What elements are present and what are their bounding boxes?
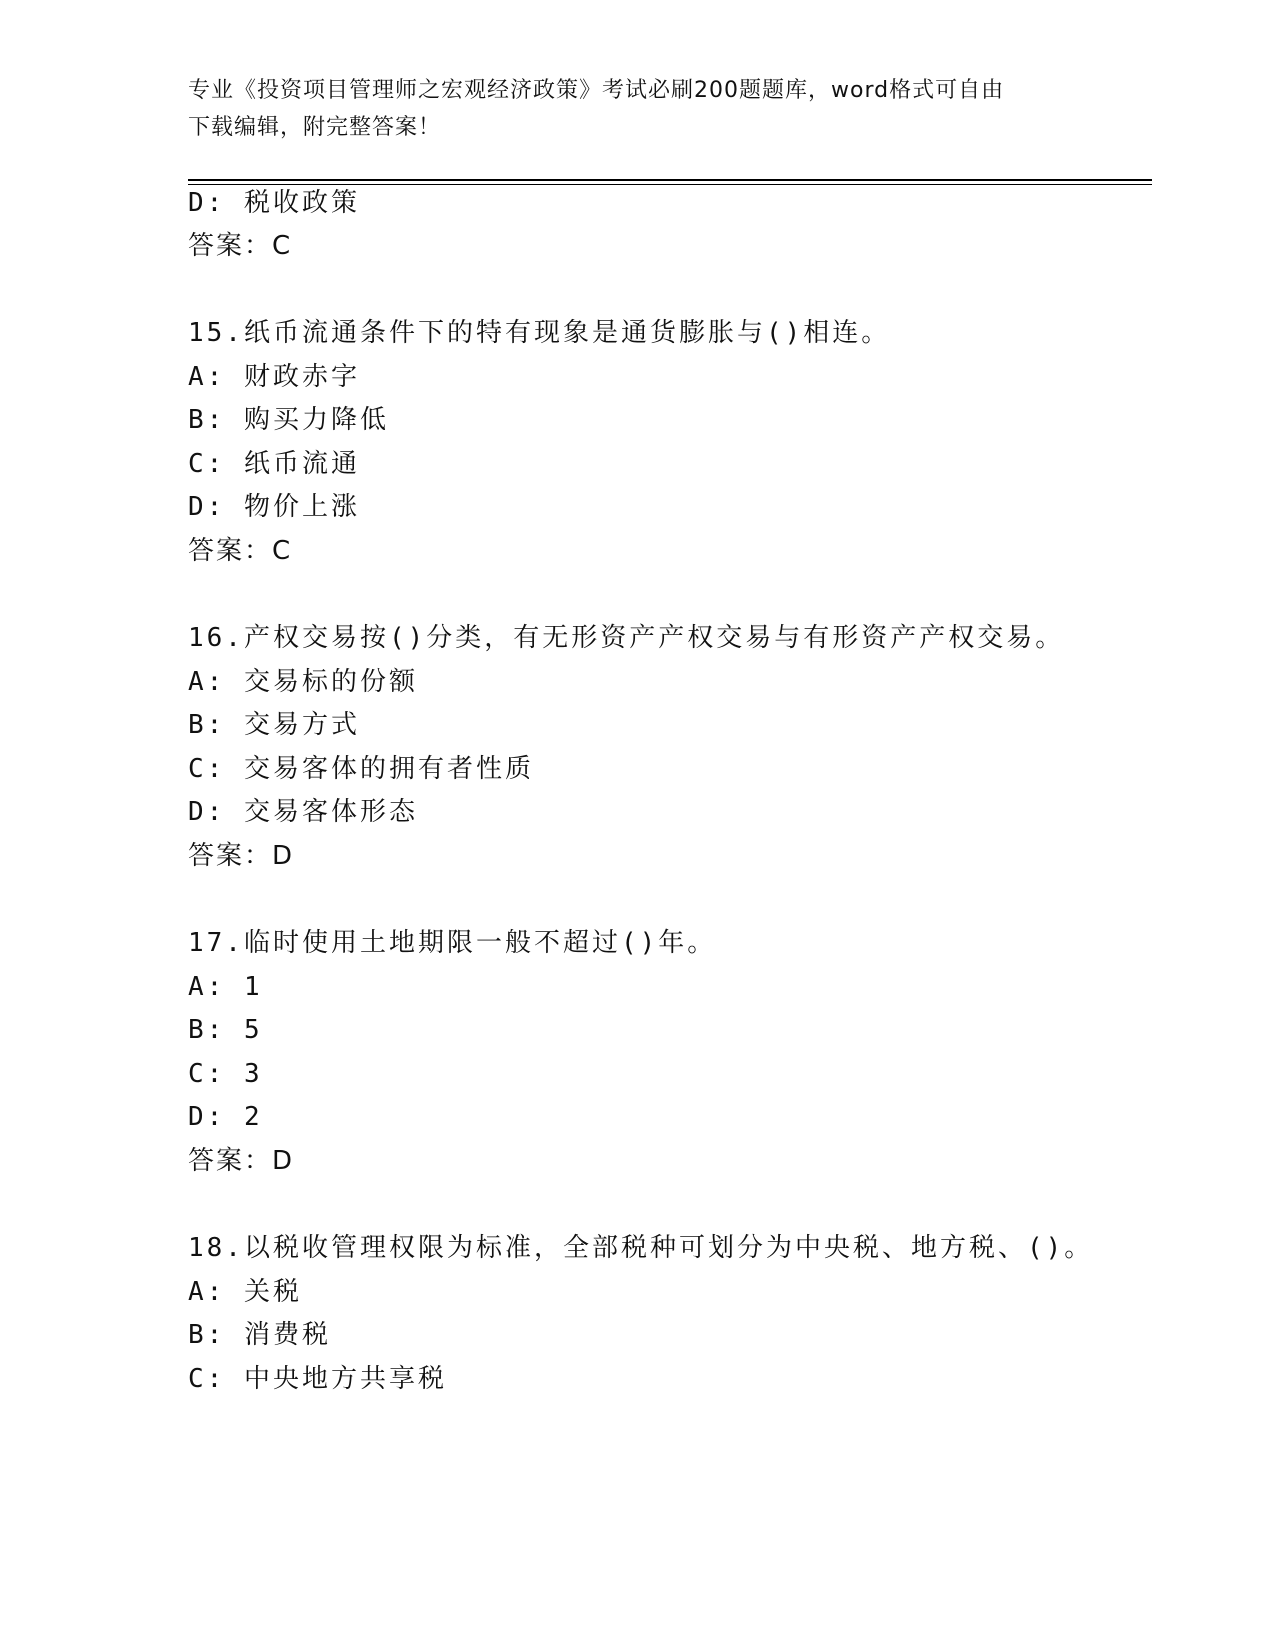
prev-option-d: D: 税收政策 — [188, 188, 360, 218]
document-header — [188, 72, 1088, 146]
question-17-stem: 17.临时使用土地期限一般不超过()年。 — [188, 928, 717, 958]
question-16-option-a: A: 交易标的份额 — [188, 667, 418, 697]
question-18-option-a: A: 关税 — [188, 1277, 302, 1307]
question-17-answer: 答案：D — [188, 1146, 295, 1176]
question-16-answer: 答案：D — [188, 841, 295, 871]
header-line-2: 下载编辑，附完整答案！ — [188, 115, 442, 140]
question-18-option-b: B: 消费税 — [188, 1320, 331, 1350]
question-17-option-a: A: 1 — [188, 972, 263, 1002]
question-15-option-d: D: 物价上涨 — [188, 492, 360, 522]
question-17-option-d: D: 2 — [188, 1102, 263, 1132]
question-18-option-c: C: 中央地方共享税 — [188, 1364, 447, 1394]
header-line-1: 专业《投资项目管理师之宏观经济政策》考试必刷200题题库，word格式可自由 — [188, 78, 1005, 103]
question-16-option-b: B: 交易方式 — [188, 710, 360, 740]
header-divider-thin — [188, 184, 1152, 185]
question-15-stem: 15.纸币流通条件下的特有现象是通货膨胀与()相连。 — [188, 318, 891, 348]
question-16-option-d: D: 交易客体形态 — [188, 797, 418, 827]
question-16-stem: 16.产权交易按()分类，有无形资产产权交易与有形资产产权交易。 — [188, 623, 1065, 653]
question-15-answer: 答案：C — [188, 536, 293, 566]
question-15-option-a: A: 财政赤字 — [188, 362, 360, 392]
question-18-stem: 18.以税收管理权限为标准，全部税种可划分为中央税、地方税、()。 — [188, 1233, 1094, 1263]
question-15-option-c: C: 纸币流通 — [188, 449, 360, 479]
question-16-option-c: C: 交易客体的拥有者性质 — [188, 754, 534, 784]
header-divider-thick — [188, 179, 1152, 181]
question-17-option-b: B: 5 — [188, 1015, 263, 1045]
question-15-option-b: B: 购买力降低 — [188, 405, 389, 435]
prev-answer: 答案：C — [188, 231, 293, 261]
question-17-option-c: C: 3 — [188, 1059, 263, 1089]
